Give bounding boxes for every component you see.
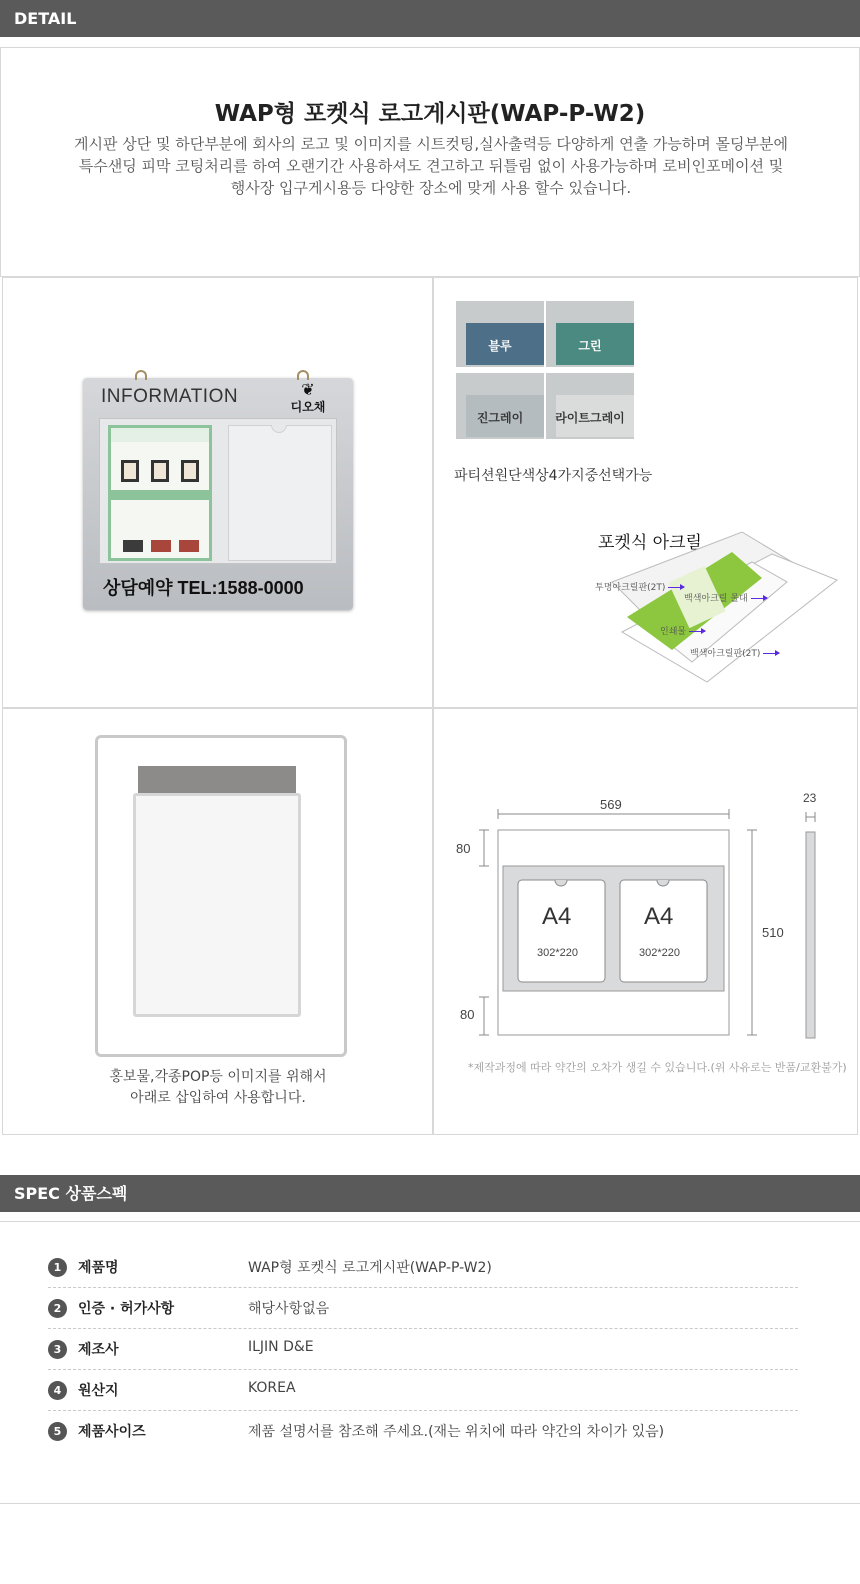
poster-item <box>179 540 199 552</box>
top-margin-value: 80 <box>456 841 471 856</box>
arrow-label-text: 백색아크릴 몰대 <box>684 594 748 604</box>
a4-pocket-right <box>620 880 707 982</box>
insert-diagram-cell <box>3 708 433 1134</box>
arrow-label-text: 투명아크릴판(2T) <box>595 583 666 593</box>
swatch-label: 라이트그레이 <box>555 411 625 425</box>
spec-number-badge: 5 <box>48 1422 67 1441</box>
description-line: 행사장 입구게시용등 다양한 장소에 맞게 사용 할수 있습니다. <box>230 179 632 197</box>
frame-icon <box>181 460 199 482</box>
swatch-dark-gray <box>456 373 544 439</box>
hanging-hook-icon <box>297 370 309 380</box>
swatch-label: 진그레이 <box>476 411 524 425</box>
swatch-caption: 파티션원단색상4가지중선택가능 <box>454 468 653 484</box>
manufacturing-note: *제작과정에 따라 약간의 오차가 생길 수 있습니다.(위 사유로는 반품/교환불가) <box>468 1061 847 1074</box>
spec-row <box>48 1247 798 1288</box>
clear-sleeve <box>133 793 301 1017</box>
paper-label-left: A4 <box>542 903 572 930</box>
intro-section <box>0 47 860 277</box>
description-line: 게시판 상단 및 하단부분에 회사의 로고 및 이미지를 시트컷팅,실사출력등 다양하게 연출 가능하며 몰딩부분에 <box>73 135 789 153</box>
board-header-text: INFORMATION <box>101 386 239 407</box>
brand-logo-text: 디오채 <box>290 400 326 414</box>
insert-caption-line: 아래로 삽입하여 사용합니다. <box>130 1090 306 1106</box>
insert-caption <box>3 1067 433 1109</box>
swatch-green <box>546 301 634 367</box>
insert-caption-line: 홍보물,각종POP등 이미지를 위해서 <box>109 1069 327 1085</box>
paper-size-left: 302*220 <box>537 947 578 959</box>
detail-grid <box>2 277 858 1135</box>
detail-header: DETAIL <box>0 0 860 37</box>
spec-value: 해당사항없음 <box>248 1301 330 1317</box>
spec-number-badge: 3 <box>48 1340 67 1359</box>
spec-row <box>48 1370 798 1411</box>
spec-table <box>0 1221 860 1504</box>
spec-value: ILJIN D&E <box>248 1339 314 1355</box>
spec-value: WAP형 포켓식 로고게시판(WAP-P-W2) <box>248 1260 492 1276</box>
frame-icon <box>151 460 169 482</box>
spec-header: SPEC 상품스펙 <box>0 1175 860 1212</box>
side-profile <box>806 832 815 1038</box>
spec-row <box>48 1329 798 1370</box>
spec-number-badge: 1 <box>48 1258 67 1277</box>
description-line: 특수샌딩 피막 코팅처리를 하여 오랜기간 사용하셔도 견고하고 뒤틀림 없이 사용가능하며 로비인포메이션 및 <box>78 157 784 175</box>
sample-poster <box>108 425 212 561</box>
board-photo-cell <box>3 278 433 708</box>
spec-row <box>48 1288 798 1329</box>
arrow-right-icon <box>763 653 779 654</box>
arrow-label-text: 인쇄물 <box>660 627 687 637</box>
bottom-margin-value: 80 <box>460 1007 475 1022</box>
poster-item <box>123 540 143 552</box>
hanging-hook-icon <box>135 370 147 380</box>
board-pocket-area <box>99 418 337 564</box>
height-value: 510 <box>762 925 784 940</box>
arrow-right-icon <box>751 598 767 599</box>
swatch-blue <box>456 301 544 367</box>
spec-key: 제품사이즈 <box>78 1424 146 1440</box>
poster-item <box>151 540 171 552</box>
pocket-notch <box>271 425 287 433</box>
spec-row <box>48 1411 798 1452</box>
frame-outline <box>95 735 347 1057</box>
spec-number-badge: 4 <box>48 1381 67 1400</box>
spec-key: 원산지 <box>78 1383 119 1399</box>
paper-label-right: A4 <box>644 903 674 930</box>
empty-pocket <box>228 425 332 561</box>
acrylic-layers-diagram <box>582 522 852 692</box>
spec-key: 제조사 <box>78 1342 119 1358</box>
arrow-label-print <box>660 624 705 637</box>
swatch-label: 블루 <box>488 339 512 353</box>
spec-key: 제품명 <box>78 1260 119 1276</box>
board-footer-text: 상담예약 TEL:1588-0000 <box>103 578 304 598</box>
a4-pocket-left <box>518 880 605 982</box>
paper-size-right: 302*220 <box>639 947 680 959</box>
arrow-label-clear-acrylic <box>595 580 684 593</box>
board-image <box>83 378 353 610</box>
product-title: WAP형 포켓식 로고게시판(WAP-P-W2) <box>214 101 646 127</box>
spec-key: 인증 · 허가사항 <box>78 1301 175 1317</box>
spec-number-badge: 2 <box>48 1299 67 1318</box>
poster-header <box>111 428 209 442</box>
frame-icon <box>121 460 139 482</box>
swatch-light-gray <box>546 373 634 439</box>
arrow-label-text: 백색아크릴판(2T) <box>690 649 761 659</box>
leaf-icon: ❦ <box>301 380 315 399</box>
arrow-right-icon <box>668 587 684 588</box>
arrow-right-icon <box>689 631 705 632</box>
depth-value: 23 <box>803 791 817 805</box>
arrow-label-white-acrylic <box>690 646 779 659</box>
color-options-cell <box>433 278 857 708</box>
brand-logo <box>288 382 328 414</box>
spec-value: KOREA <box>248 1380 296 1396</box>
pocket-title: 포켓식 아크릴 <box>598 533 702 553</box>
product-description <box>61 133 801 199</box>
width-value: 569 <box>600 797 622 812</box>
spec-value: 제품 설명서를 참조해 주세요.(재는 위치에 따라 약간의 차이가 있음) <box>248 1424 665 1440</box>
poster-divider <box>111 490 209 500</box>
arrow-label-molding <box>684 591 767 604</box>
dimension-cell <box>433 708 857 1134</box>
swatch-label: 그린 <box>578 339 602 353</box>
